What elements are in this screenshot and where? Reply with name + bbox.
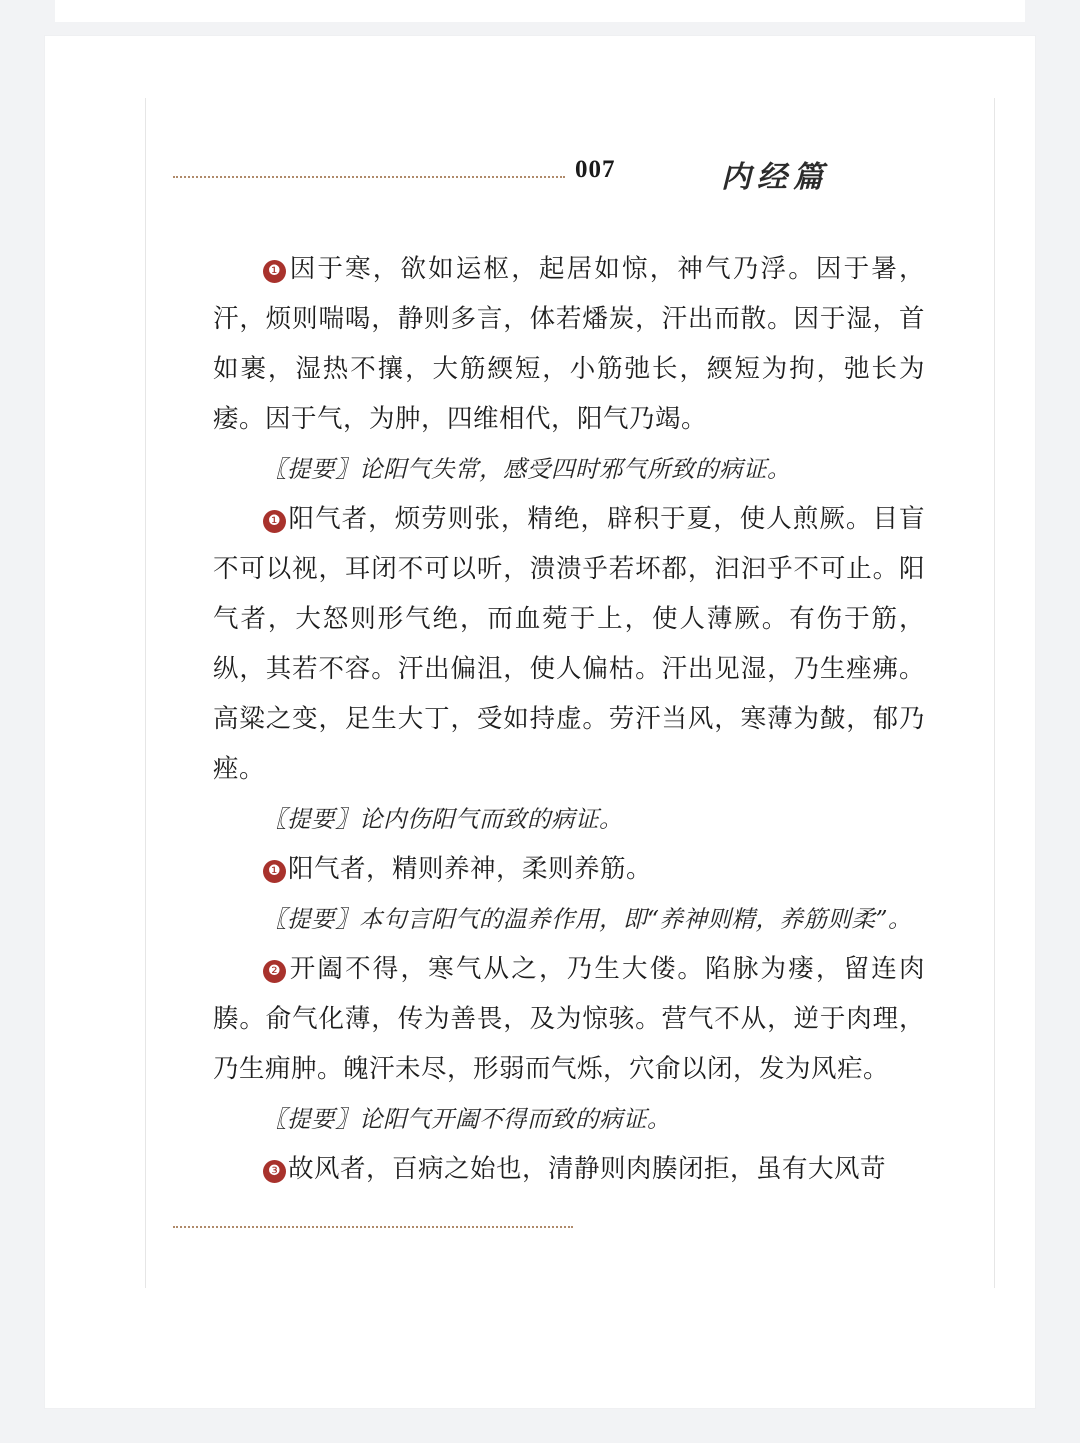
header-dotted-rule: [173, 176, 565, 180]
paragraph-note-1: [213, 444, 925, 494]
section-marker-icon: ❸: [263, 1160, 286, 1183]
paragraph-text: 故风者，百病之始也，清静则肉腠闭拒，虽有大风苛: [288, 1154, 887, 1183]
paragraph-scripture-3: [213, 844, 925, 894]
paragraph-text: 〖提要〗本句言阳气的温养作用，即“养神则精，养筋则柔”。: [263, 905, 913, 933]
paragraph-note-2: [213, 794, 925, 844]
section-marker-icon: ❶: [263, 260, 286, 283]
paragraph-text: 开阖不得，寒气从之，乃生大偻。陷脉为瘘，留连肉腠。俞气化薄，传为善畏，及为惊骇。营气不从，逆于肉理，乃生痈肿。魄汗未尽，形弱而气烁，穴俞以闭，发为风疟。: [213, 954, 925, 1083]
page-sheet: [45, 36, 1035, 1408]
page-header: [173, 156, 973, 204]
paragraph-scripture-5: [213, 1144, 925, 1194]
section-marker-icon: ❶: [263, 860, 286, 883]
page-sheet-top-edge: [55, 0, 1025, 22]
page-body: [213, 244, 925, 1194]
page-number: 007: [575, 156, 616, 183]
paragraph-text: 〖提要〗论阳气失常，感受四时邪气所致的病证。: [263, 455, 791, 483]
paragraph-note-3: [213, 894, 925, 944]
paragraph-text: 〖提要〗论阳气开阖不得而致的病证。: [263, 1105, 671, 1133]
paragraph-scripture-2: [213, 494, 925, 794]
paragraph-scripture-1: [213, 244, 925, 444]
paragraph-text: 阳气者，烦劳则张，精绝，辟积于夏，使人煎厥。目盲不可以视，耳闭不可以听，溃溃乎若坏都，汩汩乎不可止。阳气者，大怒则形气绝，而血菀于上，使人薄厥。有伤于筋，纵，其若不容。汗出偏沮，使人偏枯。汗出见湿，乃生痤疿。高粱之变，足生大丁，受如持虚。劳汗当风，寒薄为皶，郁乃痤。: [213, 504, 925, 783]
paragraph-text: 〖提要〗论内伤阳气而致的病证。: [263, 805, 623, 833]
chapter-title: 内经篇: [721, 160, 829, 195]
paragraph-text: 因于寒，欲如运枢，起居如惊，神气乃浮。因于暑，汗，烦则喘喝，静则多言，体若燔炭，汗出而散。因于湿，首如裹，湿热不攘，大筋緛短，小筋弛长，緛短为拘，弛长为痿。因于气，为肿，四维相代，阳气乃竭。: [213, 254, 925, 433]
footer-dotted-rule: [173, 1226, 573, 1230]
paragraph-text: 阳气者，精则养神，柔则养筋。: [288, 854, 653, 883]
paragraph-note-4: [213, 1094, 925, 1144]
paragraph-scripture-4: [213, 944, 925, 1094]
section-marker-icon: ❶: [263, 510, 286, 533]
section-marker-icon: ❷: [263, 960, 286, 983]
